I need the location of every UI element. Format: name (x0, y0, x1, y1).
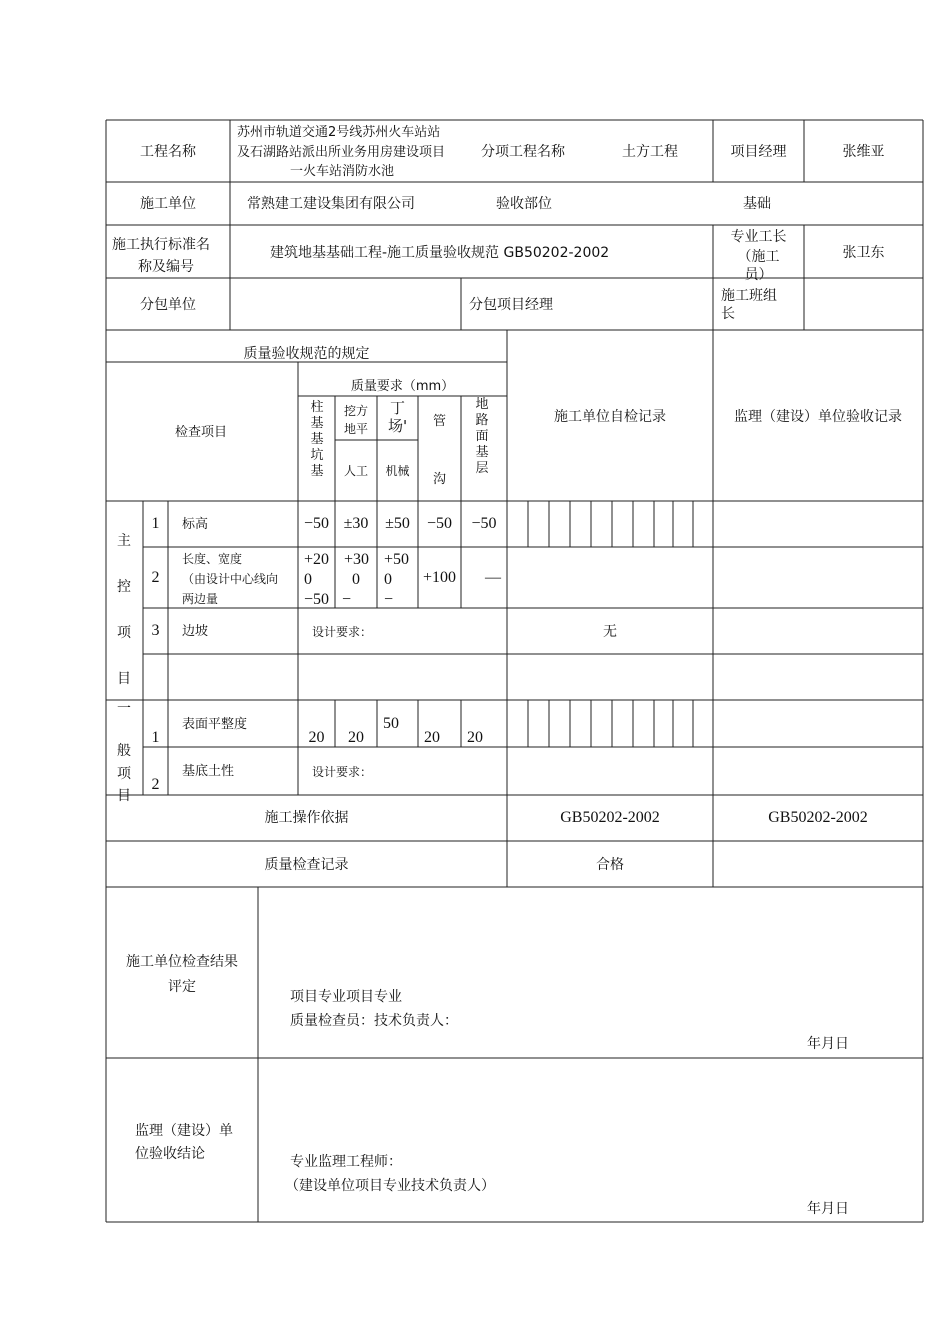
record-label: 质量检查记录 (264, 857, 349, 873)
main-row-2-name-2: （由设计中心线向 (182, 572, 279, 586)
main-row-1-val-1: −50 (303, 515, 330, 532)
main-group-char-4: 目 (117, 671, 131, 687)
col-digging-2: 地平 (343, 422, 368, 436)
subcontractor-label: 分包单位 (140, 297, 196, 313)
sub-pm-label: 分包项目经理 (469, 297, 553, 313)
standard-label-line-1: 施工执行标准名 (112, 237, 210, 253)
general-row-1-val-2: 20 (348, 729, 364, 746)
contractor-value: 常熟建工建设集团有限公司 (247, 196, 415, 212)
general-row-1-val-1: 20 (308, 729, 325, 746)
main-row-3-self-check: 无 (603, 624, 617, 640)
project-name-label: 工程名称 (140, 144, 196, 160)
supervision-result-label-2: 位验收结论 (135, 1146, 205, 1162)
basis-label: 施工操作依据 (264, 810, 349, 826)
main-row-2-val-3c: − (384, 591, 394, 608)
col-pipe-top: 管 (432, 414, 446, 429)
general-group-char-1: 一 (117, 701, 131, 717)
contractor-date: 年月日 (807, 1036, 849, 1052)
main-group-char-1: 主 (117, 533, 131, 549)
main-row-3-name: 边坡 (182, 624, 209, 639)
quality-req-label: 质量要求（mm） (350, 379, 455, 394)
general-group-char-2: 般 (117, 743, 131, 759)
supervision-label: 监理（建设）单位验收记录 (734, 409, 902, 425)
main-row-3-no: 3 (151, 622, 160, 639)
main-row-2-name-3: 两边量 (182, 592, 219, 606)
main-row-1-val-3: ±50 (385, 515, 410, 532)
main-row-2-no: 2 (151, 569, 160, 586)
main-row-1-val-5: −50 (471, 515, 497, 532)
main-group-char-2: 控 (117, 579, 131, 595)
main-row-1-val-4: −50 (426, 515, 453, 532)
col-digging-1: 挖方 (343, 404, 368, 418)
col-mech: 机械 (385, 464, 410, 478)
main-row-2-val-1b: 0 (304, 571, 312, 588)
pm-value: 张维亚 (842, 144, 885, 160)
sub-project-label: 分项工程名称 (481, 144, 565, 160)
supervision-sign-line-1: 专业监理工程师： (290, 1154, 402, 1170)
accept-part-value: 基础 (743, 196, 771, 212)
main-row-2-val-2c: − (342, 591, 352, 608)
main-row-2-val-5: — (485, 569, 501, 586)
standard-label-line-2: 称及编号 (138, 259, 194, 275)
project-name-line-1: 苏州市轨道交通2号线苏州火车站站 (237, 125, 441, 140)
team-leader-label-line-1: 施工班组 (721, 288, 777, 304)
general-row-2-name: 基底土性 (182, 764, 235, 779)
col-pipe-bottom: 沟 (432, 472, 446, 487)
col-road: 地路面基层 (475, 397, 489, 476)
general-group-char-4: 目 (117, 788, 131, 804)
project-name-line-3: 一火车站消防水池 (290, 164, 395, 179)
main-row-2-val-1a: +20 (304, 551, 330, 568)
contractor-result-label-2: 评定 (168, 979, 196, 995)
accept-part-label: 验收部位 (496, 196, 552, 212)
basis-supervision: GB50202-2002 (768, 809, 868, 826)
main-row-2-val-4: +100 (422, 569, 457, 586)
check-item-label: 检查项目 (175, 425, 228, 440)
general-row-1-no: 1 (151, 729, 160, 746)
main-row-1-val-2: ±30 (343, 515, 369, 532)
col-site-1: 丁 (389, 399, 405, 417)
main-row-1-name: 标高 (182, 517, 209, 532)
sub-project-value: 土方工程 (622, 144, 678, 160)
col-site-2: 场' (387, 417, 408, 435)
col-pile: 柱基基坑基 (310, 400, 324, 479)
foreman-value: 张卫东 (842, 245, 885, 261)
main-row-2-val-2a: +30 (344, 551, 370, 568)
team-leader-label-line-2: 长 (721, 306, 735, 322)
foreman-label-line-1: 专业工长 (730, 229, 787, 245)
basis-self: GB50202-2002 (560, 809, 660, 826)
contractor-sign-line-1: 项目专业项目专业 (290, 989, 402, 1005)
supervision-result-label-1: 监理（建设）单 (135, 1123, 233, 1139)
pm-label: 项目经理 (730, 144, 787, 160)
general-row-1-val-4: 20 (424, 729, 440, 746)
foreman-label-line-3: 员） (744, 267, 773, 283)
main-row-1-no: 1 (151, 515, 160, 532)
general-row-2-no: 2 (151, 776, 160, 793)
main-row-2-val-1c: −50 (304, 591, 330, 608)
col-manual: 人工 (343, 464, 368, 478)
project-name-line-2: 及石湖路站派出所业务用房建设项目 (237, 145, 446, 160)
supervision-date: 年月日 (807, 1201, 849, 1217)
main-row-3-design-req: 设计要求： (312, 625, 373, 639)
general-row-1-val-3: 50 (383, 715, 399, 732)
spec-title: 质量验收规范的规定 (243, 346, 370, 362)
main-row-2-val-2b: 0 (352, 571, 360, 588)
main-row-2-val-3a: +50 (384, 551, 410, 568)
standard-value: 建筑地基基础工程-施工质量验收规范 GB50202-2002 (270, 245, 610, 261)
main-group-char-3: 项 (117, 625, 131, 641)
general-row-1-val-5: 20 (467, 729, 483, 746)
general-row-2-design-req: 设计要求： (312, 765, 373, 779)
supervision-sign-line-2: （建设单位项目专业技术负责人） (285, 1178, 495, 1194)
main-row-2-val-3b: 0 (384, 571, 392, 588)
self-check-label: 施工单位自检记录 (554, 409, 666, 425)
record-self: 合格 (596, 857, 624, 873)
contractor-sign-line-2: 质量检查员：技术负责人： (290, 1013, 458, 1029)
main-row-2-name-1: 长度、宽度 (182, 552, 243, 566)
contractor-label: 施工单位 (140, 196, 196, 212)
general-group-char-3: 项 (117, 766, 131, 782)
contractor-result-label-1: 施工单位检查结果 (126, 954, 238, 970)
general-row-1-name: 表面平整度 (182, 717, 248, 732)
foreman-label-line-2: （施工 (737, 249, 780, 265)
